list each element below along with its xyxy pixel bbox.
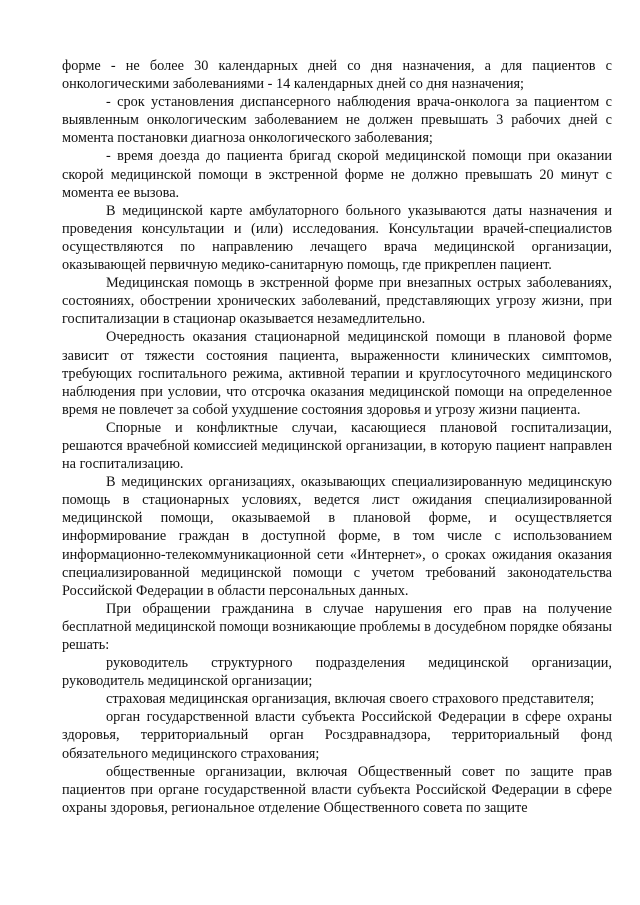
paragraph-insurer: страховая медицинская организация, включая своего страхового представителя;: [106, 691, 595, 708]
paragraph-unit-head: руководитель структурного подразделения медицинской организации, руководитель медицинской организации;: [62, 655, 612, 690]
paragraph-state-authority: орган государственной власти субъекта Российской Федерации в сфере охраны здоровья, территориальный орган Росздравнадзора, территориальный фонд обязательного медицинского страхования;: [62, 709, 612, 762]
paragraph-oncology-observation: - срок установления диспансерного наблюдения врача-онколога за пациентом с выявленным онкологическим заболеванием не должен превышать 3 рабочих дней с момента постановки диагноза онкологического заболевания;: [62, 94, 612, 147]
paragraph-emergency-care: Медицинская помощь в экстренной форме при внезапных острых заболеваниях, состояниях, обострении хронических заболеваний, представляющих угрозу жизни, при госпитализации в стационар оказывается незамедлительно.: [62, 275, 612, 328]
paragraph-disputes: Спорные и конфликтные случаи, касающиеся плановой госпитализации, решаются врачебной комиссией медицинской организации, в которую пациент направлен на госпитализацию.: [62, 419, 612, 473]
paragraph-public-organizations: общественные организации, включая Общественный совет по защите прав пациентов при органе государственной власти субъекта Российской Федерации в сфере охраны здоровья, региональное отделение Общественного совета по защите: [62, 763, 612, 816]
paragraph-continuation: форме - не более 30 календарных дней со дня назначения, а для пациентов с онкологическими заболеваниями - 14 календарных дней со дня назначения;: [62, 58, 612, 93]
paragraph-inpatient-queue: Очередность оказания стационарной медицинской помощи в плановой форме зависит от тяжести состояния пациента, выраженности клинических симптомов, требующих госпитального режима, активной терапии и круглосуточного медицинского наблюдения при условии, что отсрочка оказания медицинской помощи на определенное время не повлечет за собой ухудшение состояния здоровья и угрозу жизни пациента.: [62, 329, 612, 418]
paragraph-outpatient-card: В медицинской карте амбулаторного больного указываются даты назначения и проведения консультации и (или) исследования. Консультации врачей-специалистов осуществляются по направлению лечащего врача медицинской организации, оказывающей первичную медико-санитарную помощь, где прикреплен пациент.: [62, 202, 612, 274]
document-page: [62, 57, 612, 817]
paragraph-rights-violation: При обращении гражданина в случае нарушения его прав на получение бесплатной медицинской помощи возникающие проблемы в досудебном порядке обязаны решать:: [62, 600, 612, 653]
paragraph-waiting-list: В медицинских организациях, оказывающих специализированную медицинскую помощь в стационарных условиях, ведется лист ожидания специализированной медицинской помощи, оказываемой в плановой форме, и осуществляется информирование граждан в доступной форме, в том числе с использованием информационно-телекоммуникационной сети «Интернет», о сроках ожидания оказания специализированной медицинской помощи с учетом требований законодательства Российской Федерации в области персональных данных.: [62, 474, 612, 599]
paragraph-ambulance-time: - время доезда до пациента бригад скорой медицинской помощи при оказании скорой медицинской помощи в экстренной форме не должно превышать 20 минут с момента ее вызова.: [62, 148, 612, 201]
